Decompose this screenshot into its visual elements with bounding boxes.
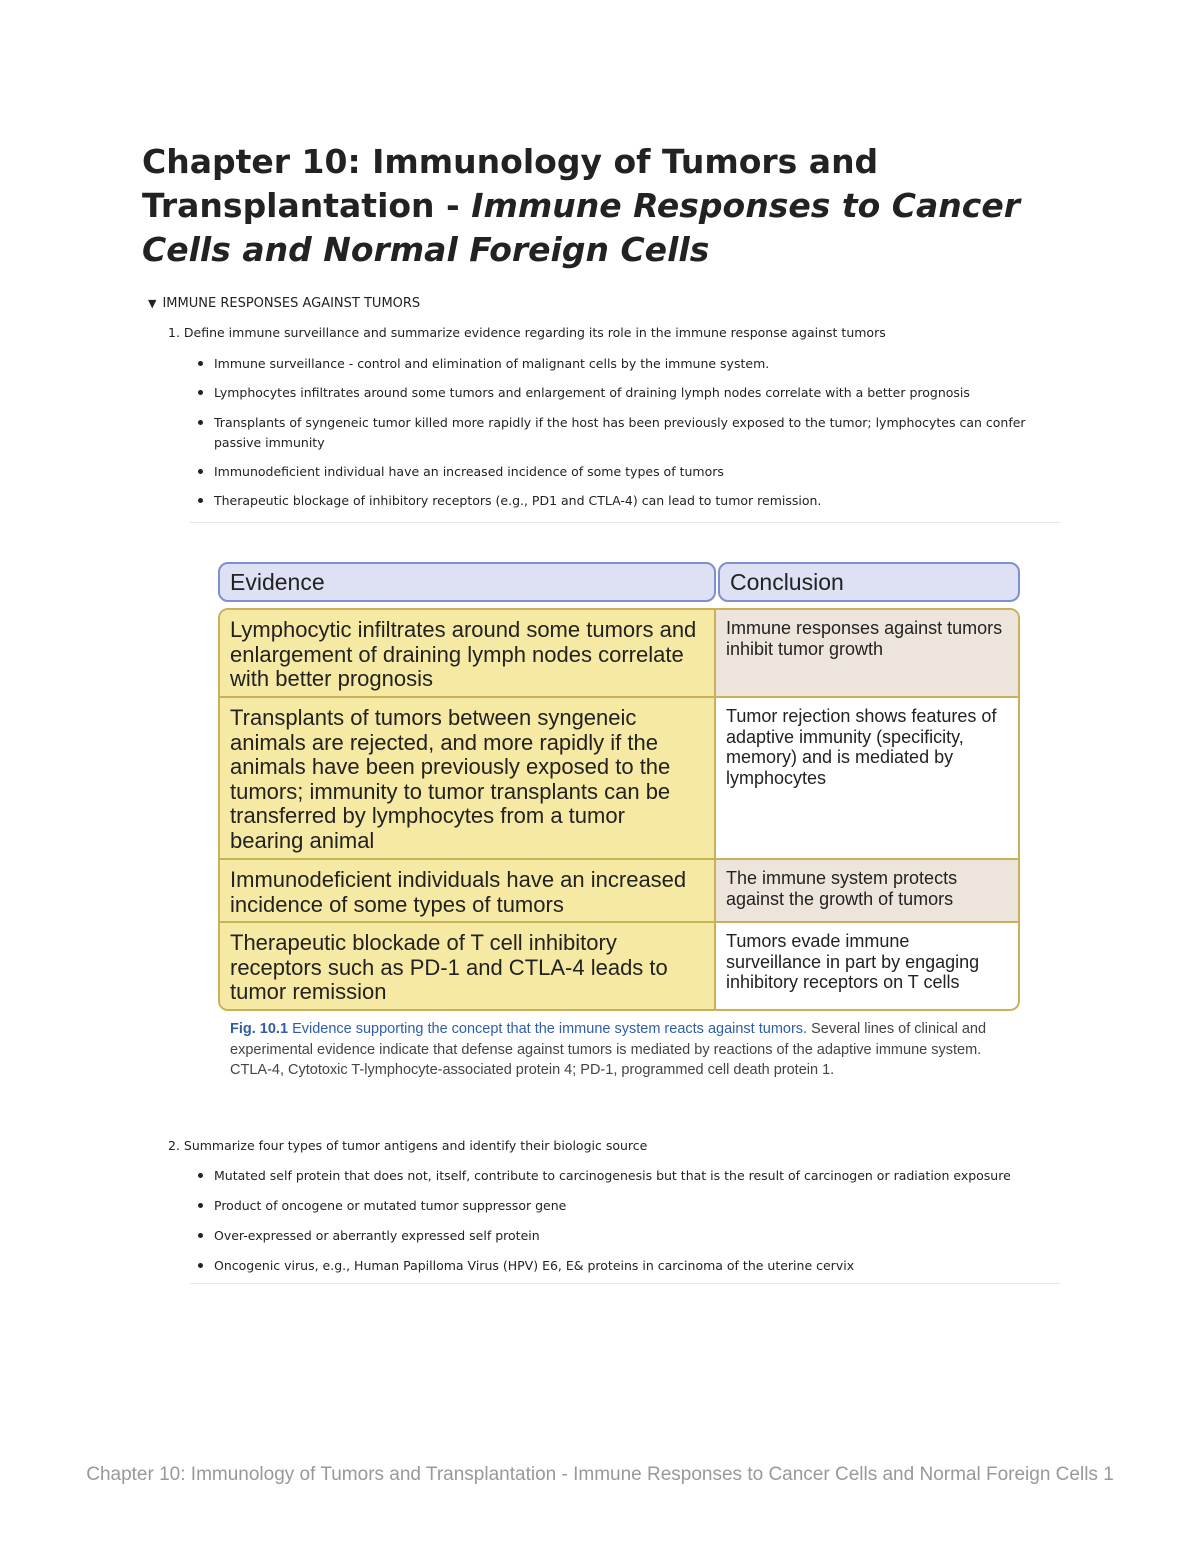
table-row xyxy=(220,921,1018,1009)
table-row xyxy=(220,858,1018,921)
list-item: Oncogenic virus, e.g., Human Papilloma Virus (HPV) E6, E& proteins in carcinoma of the uterine cervix xyxy=(196,1256,1036,1276)
section-toggle[interactable] xyxy=(148,296,420,311)
header-conclusion: Conclusion xyxy=(718,562,1020,602)
page-title xyxy=(142,140,1062,272)
evidence-cell: Therapeutic blockade of T cell inhibitory receptors such as PD-1 and CTLA-4 leads to tumor remission xyxy=(220,923,716,1009)
divider xyxy=(190,1283,1060,1284)
caption-fig-number: Fig. 10.1 xyxy=(230,1021,289,1037)
list-item: Transplants of syngeneic tumor killed more rapidly if the host has been previously exposed to the tumor; lymphocytes can confer passive immunity xyxy=(196,413,1036,453)
list-item: Lymphocytes infiltrates around some tumors and enlargement of draining lymph nodes correlate with a better prognosis xyxy=(196,383,1036,403)
question-2: 2. Summarize four types of tumor antigens and identify their biologic source xyxy=(168,1138,648,1153)
figure-caption xyxy=(230,1019,1010,1081)
conclusion-cell: Tumor rejection shows features of adaptive immunity (specificity, memory) and is mediated by lymphocytes xyxy=(726,706,997,788)
list-item: Immunodeficient individual have an increased incidence of some types of tumors xyxy=(196,462,1036,482)
page-footer: Chapter 10: Immunology of Tumors and Transplantation - Immune Responses to Cancer Cells and Normal Foreign Cells 1 xyxy=(86,1464,1114,1485)
header-evidence: Evidence xyxy=(218,562,716,602)
evidence-cell: Immunodeficient individuals have an increased incidence of some types of tumors xyxy=(220,860,716,921)
list-item: Therapeutic blockage of inhibitory receptors (e.g., PD1 and CTLA-4) can lead to tumor remission. xyxy=(196,491,1036,511)
figure-evidence-table xyxy=(218,562,1020,1081)
conclusion-cell: Tumors evade immune surveillance in part by engaging inhibitory receptors on T cells xyxy=(726,931,980,992)
list-item: Over-expressed or aberrantly expressed self protein xyxy=(196,1226,1036,1246)
evidence-cell: Transplants of tumors between syngeneic animals are rejected, and more rapidly if the animals have been previously exposed to the tumors; immunity to tumor transplants can be transferred by lymphocytes from a tumor bearing animal xyxy=(220,698,716,858)
title-italic: Immune Responses to Cancer Cells and Normal Foreign Cells xyxy=(142,186,1021,269)
question-1: 1. Define immune surveillance and summarize evidence regarding its role in the immune response against tumors xyxy=(168,325,886,340)
conclusion-cell: Immune responses against tumors inhibit tumor growth xyxy=(716,610,1018,696)
divider xyxy=(190,522,1060,523)
q2-bullet-list xyxy=(196,1166,1036,1276)
caption-lead: Evidence supporting the concept that the immune system reacts against tumors. xyxy=(292,1021,808,1037)
q1-bullet-list xyxy=(196,354,1036,511)
table-row xyxy=(220,696,1018,858)
conclusion-cell: The immune system protects against the growth of tumors xyxy=(716,860,1018,921)
table-row xyxy=(220,610,1018,696)
evidence-cell: Lymphocytic infiltrates around some tumors and enlargement of draining lymph nodes correlate with better prognosis xyxy=(220,610,716,696)
section-label: IMMUNE RESPONSES AGAINST TUMORS xyxy=(162,296,421,311)
list-item: Immune surveillance - control and elimination of malignant cells by the immune system. xyxy=(196,354,1036,374)
caption-body: Several lines of clinical and experimental evidence indicate that defense against tumors is mediated by reactions of the adaptive immune system. CTLA-4, Cytotoxic T-lymphocyte-associated protein 4; PD-1, programmed cell death protein 1. xyxy=(230,1021,987,1078)
list-item: Product of oncogene or mutated tumor suppressor gene xyxy=(196,1196,1036,1216)
list-item: Mutated self protein that does not, itself, contribute to carcinogenesis but that is the result of carcinogen or radiation exposure xyxy=(196,1166,1036,1186)
title-plain: Chapter 10: Immunology of Tumors and Transplantation - xyxy=(142,142,879,225)
caret-down-icon[interactable]: ▼ xyxy=(148,297,157,310)
